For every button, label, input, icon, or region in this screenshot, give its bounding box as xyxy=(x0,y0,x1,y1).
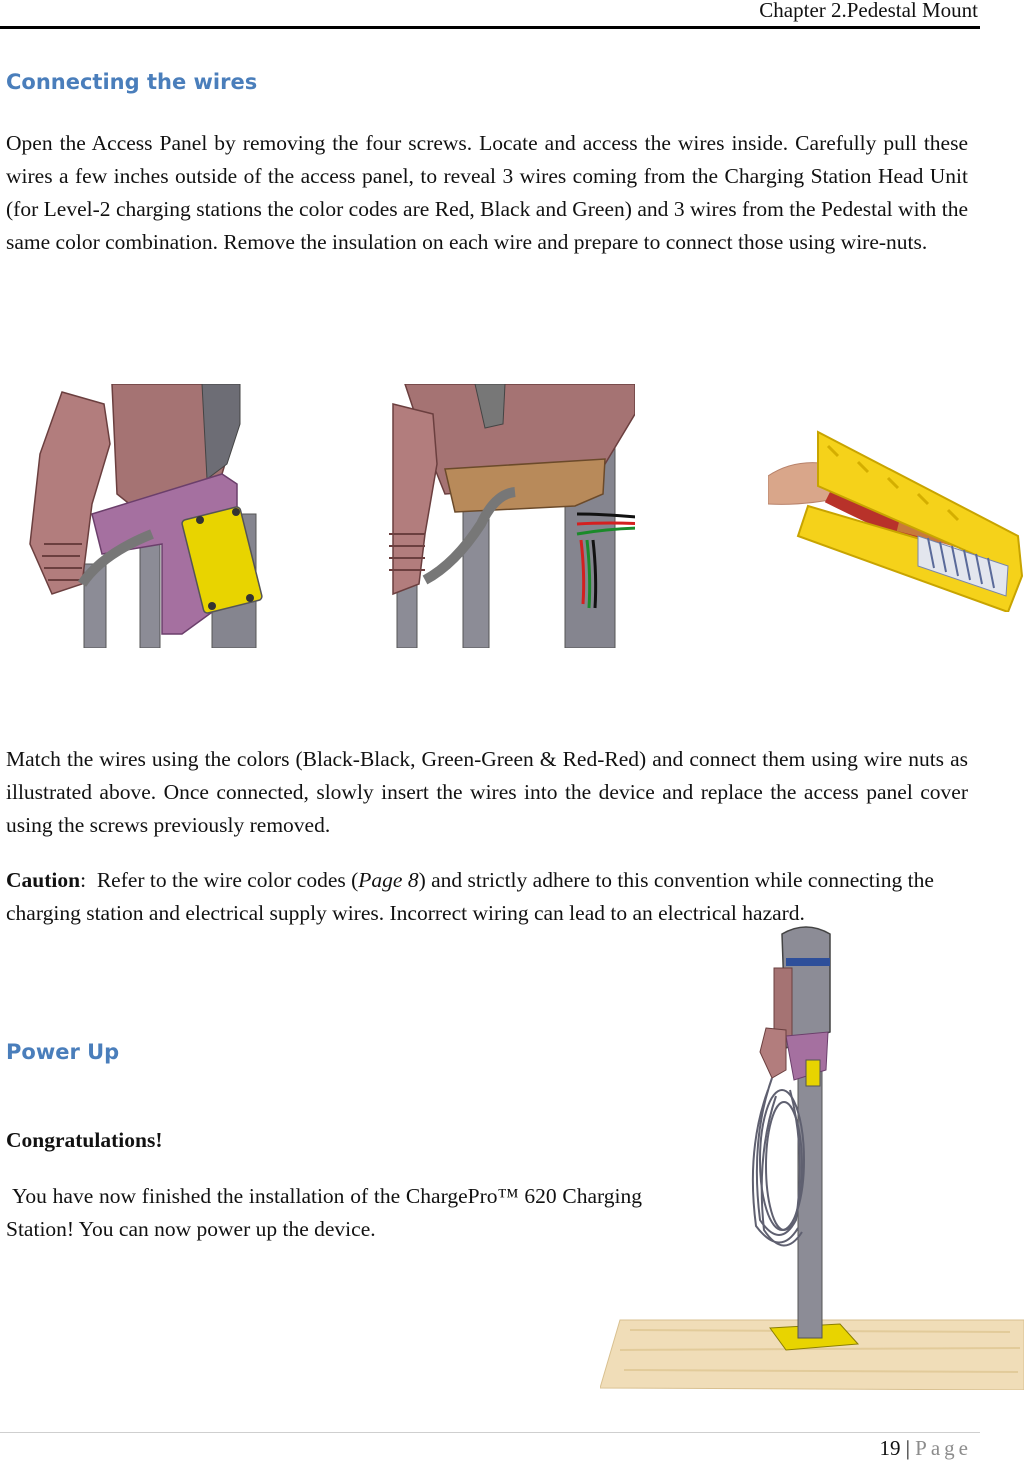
wire-nut-cap xyxy=(798,432,1022,612)
caution-text-before: Refer to the wire color codes ( xyxy=(86,868,359,892)
footer-separator: | xyxy=(905,1436,910,1460)
figure-access-panel-closed xyxy=(22,384,280,648)
section-heading-power-up: Power Up xyxy=(6,1040,120,1064)
instruction-paragraph-2: Match the wires using the colors (Black-Black, Green-Green & Red-Red) and connect them using wire nuts as illustrated above. Once connected, slowly insert the wires into the device and replace the access panel cover using the screws previously removed. xyxy=(6,747,968,837)
caution-colon: : xyxy=(80,868,87,892)
figure-installed-charging-station xyxy=(600,920,1024,1390)
pedestal-post xyxy=(798,1070,822,1338)
coiled-cable xyxy=(753,1078,804,1246)
section-heading-connecting-wires: Connecting the wires xyxy=(6,70,258,94)
figure-wire-nut xyxy=(768,426,1024,612)
footer-divider xyxy=(0,1432,980,1433)
instruction-paragraph-1: Open the Access Panel by removing the four screws. Locate and access the wires inside. Carefully pull these wires a few inches outside of the access panel, to reveal 3 wires coming from the Charging Station Head Unit (for Level-2 charging stations the color codes are Red, Black and Green) and 3 wires from the Pedestal with the same color combination. Remove the insulation on each wire and prepare to connect those using wire-nuts. xyxy=(6,131,968,254)
page-number: 19 xyxy=(879,1436,901,1460)
figure-access-panel-open-wires xyxy=(385,384,635,648)
page-header xyxy=(0,0,980,29)
caution-label: Caution xyxy=(6,868,81,892)
caution-page-reference: Page 8 xyxy=(358,868,419,892)
page-word: Page xyxy=(915,1436,972,1460)
congratulations-heading: Congratulations! xyxy=(6,1128,163,1152)
page-footer xyxy=(879,1436,972,1461)
chapter-title: Chapter 2.Pedestal Mount xyxy=(759,0,978,22)
caution-text-after: ) and strictly adhere to this convention while connecting the charging station and electrical supply wires. Incorrect wiring can lead to an electrical hazard. xyxy=(6,868,934,925)
power-up-paragraph: You have now finished the installation of the ChargePro™ 620 Charging Station! You can now power up the device. xyxy=(6,1184,642,1241)
